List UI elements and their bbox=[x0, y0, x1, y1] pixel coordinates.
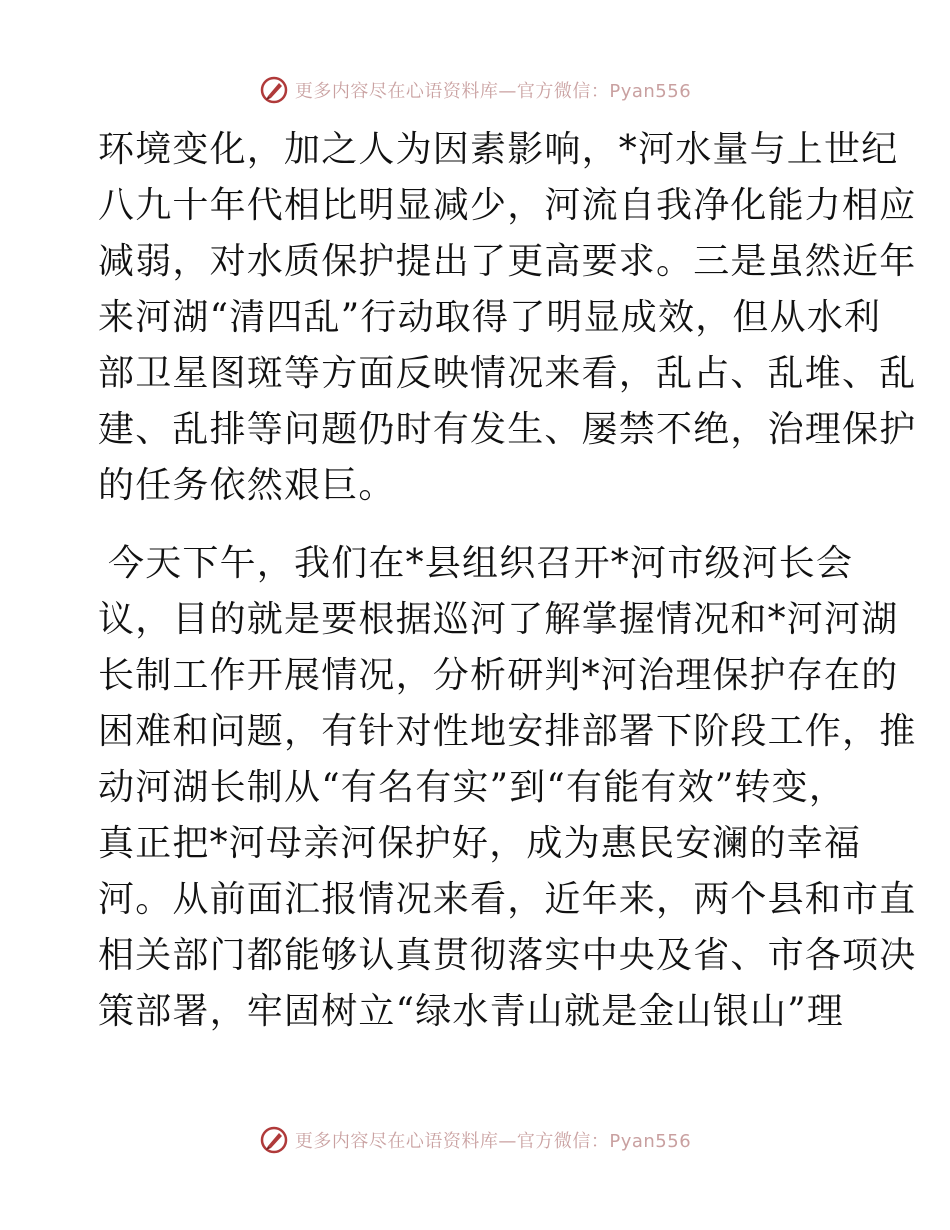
text-line: 策部署，牢固树立“绿水青山就是金山银山”理 bbox=[98, 991, 845, 1032]
paragraph-2 bbox=[98, 536, 917, 1040]
text-line: 减弱，对水质保护提出了更高要求。三是虽然近年 bbox=[98, 241, 917, 282]
text-line: 部卫星图斑等方面反映情况来看，乱占、乱堆、乱 bbox=[98, 353, 917, 394]
paragraph-1 bbox=[98, 122, 917, 514]
text-line: 今天下午，我们在*县组织召开*河市级河长会 bbox=[108, 543, 854, 584]
text-line: 相关部门都能够认真贯彻落实中央及省、市各项决 bbox=[98, 935, 917, 976]
text-line: 长制工作开展情况，分析研判*河治理保护存在的 bbox=[98, 655, 899, 696]
pen-logo-icon bbox=[259, 1125, 289, 1155]
text-line: 动河湖长制从“有名有实”到“有能有效”转变， bbox=[98, 767, 847, 808]
banner-text: 更多内容尽在心语资料库—官方微信：Pyan556 bbox=[294, 1131, 692, 1152]
text-line: 环境变化，加之人为因素影响，*河水量与上世纪 bbox=[98, 129, 899, 170]
text-line: 八九十年代相比明显减少，河流自我净化能力相应 bbox=[98, 185, 917, 226]
header-banner bbox=[0, 72, 950, 108]
text-line: 真正把*河母亲河保护好，成为惠民安澜的幸福 bbox=[98, 823, 862, 864]
document-body bbox=[98, 122, 917, 1040]
text-line: 来河湖“清四乱”行动取得了明显成效，但从水利 bbox=[98, 297, 882, 338]
text-line: 议，目的就是要根据巡河了解掌握情况和*河河湖 bbox=[98, 599, 899, 640]
paragraph-spacer bbox=[98, 514, 858, 536]
text-line: 的任务依然艰巨。 bbox=[98, 465, 396, 506]
banner-text: 更多内容尽在心语资料库—官方微信：Pyan556 bbox=[294, 81, 692, 102]
text-line: 困难和问题，有针对性地安排部署下阶段工作，推 bbox=[98, 711, 917, 752]
pen-logo-icon bbox=[259, 75, 289, 105]
footer-banner bbox=[0, 1122, 950, 1158]
text-line: 河。从前面汇报情况来看，近年来，两个县和市直 bbox=[98, 879, 917, 920]
text-line: 建、乱排等问题仍时有发生、屡禁不绝，治理保护 bbox=[98, 409, 917, 450]
